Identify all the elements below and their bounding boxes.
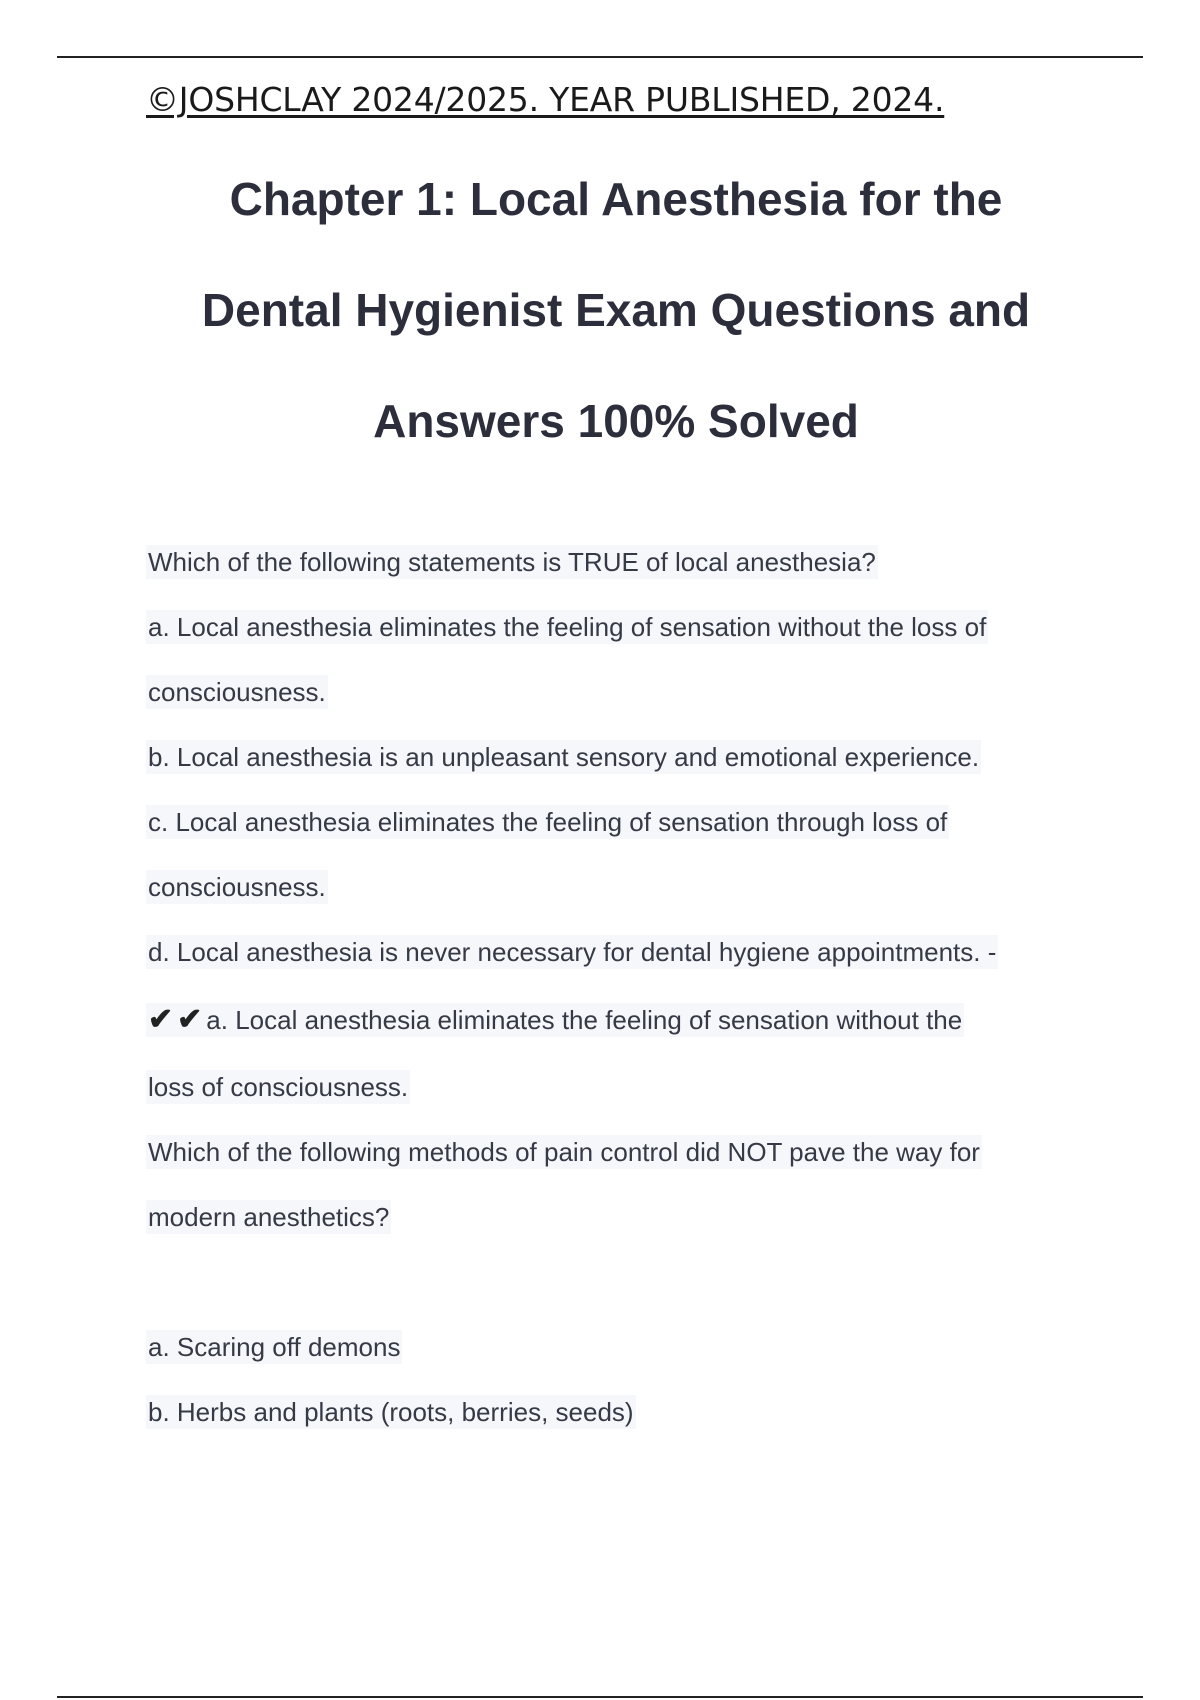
title-line-2: Dental Hygienist Exam Questions and xyxy=(201,284,1031,336)
question-2-cont: modern anesthetics? xyxy=(148,1202,390,1232)
option-1a-cont: consciousness. xyxy=(148,677,326,707)
option-2b: b. Herbs and plants (roots, berries, seeds) xyxy=(148,1397,634,1427)
option-2a: a. Scaring off demons xyxy=(148,1332,401,1362)
page-title xyxy=(146,144,1086,477)
option-1c-cont: consciousness. xyxy=(148,872,326,902)
title-line-1: Chapter 1: Local Anesthesia for the xyxy=(229,173,1003,225)
document-body xyxy=(146,540,1106,1455)
option-1b: b. Local anesthesia is an unpleasant sensory and emotional experience. xyxy=(148,742,980,772)
bottom-rule xyxy=(57,1696,1143,1698)
option-1d: d. Local anesthesia is never necessary for dental hygiene appointments. - xyxy=(148,937,997,967)
top-rule xyxy=(57,56,1143,58)
option-1c: c. Local anesthesia eliminates the feeling of sensation through loss of xyxy=(148,807,948,837)
option-1a: a. Local anesthesia eliminates the feeling of sensation without the loss of xyxy=(148,612,987,642)
title-line-3: Answers 100% Solved xyxy=(373,395,859,447)
answer-1 xyxy=(146,995,1106,1065)
question-2: Which of the following methods of pain control did NOT pave the way for xyxy=(148,1137,980,1167)
copyright-header: ©JOSHCLAY 2024/2025. YEAR PUBLISHED, 2024. xyxy=(146,80,945,119)
answer-1-text: a. Local anesthesia eliminates the feeling of sensation without the xyxy=(206,1005,963,1035)
question-1: Which of the following statements is TRUE of local anesthesia? xyxy=(148,547,876,577)
answer-1-cont: loss of consciousness. xyxy=(148,1072,409,1102)
double-check-icon: ✔✔ xyxy=(148,1003,207,1036)
spacer xyxy=(146,1260,1106,1325)
